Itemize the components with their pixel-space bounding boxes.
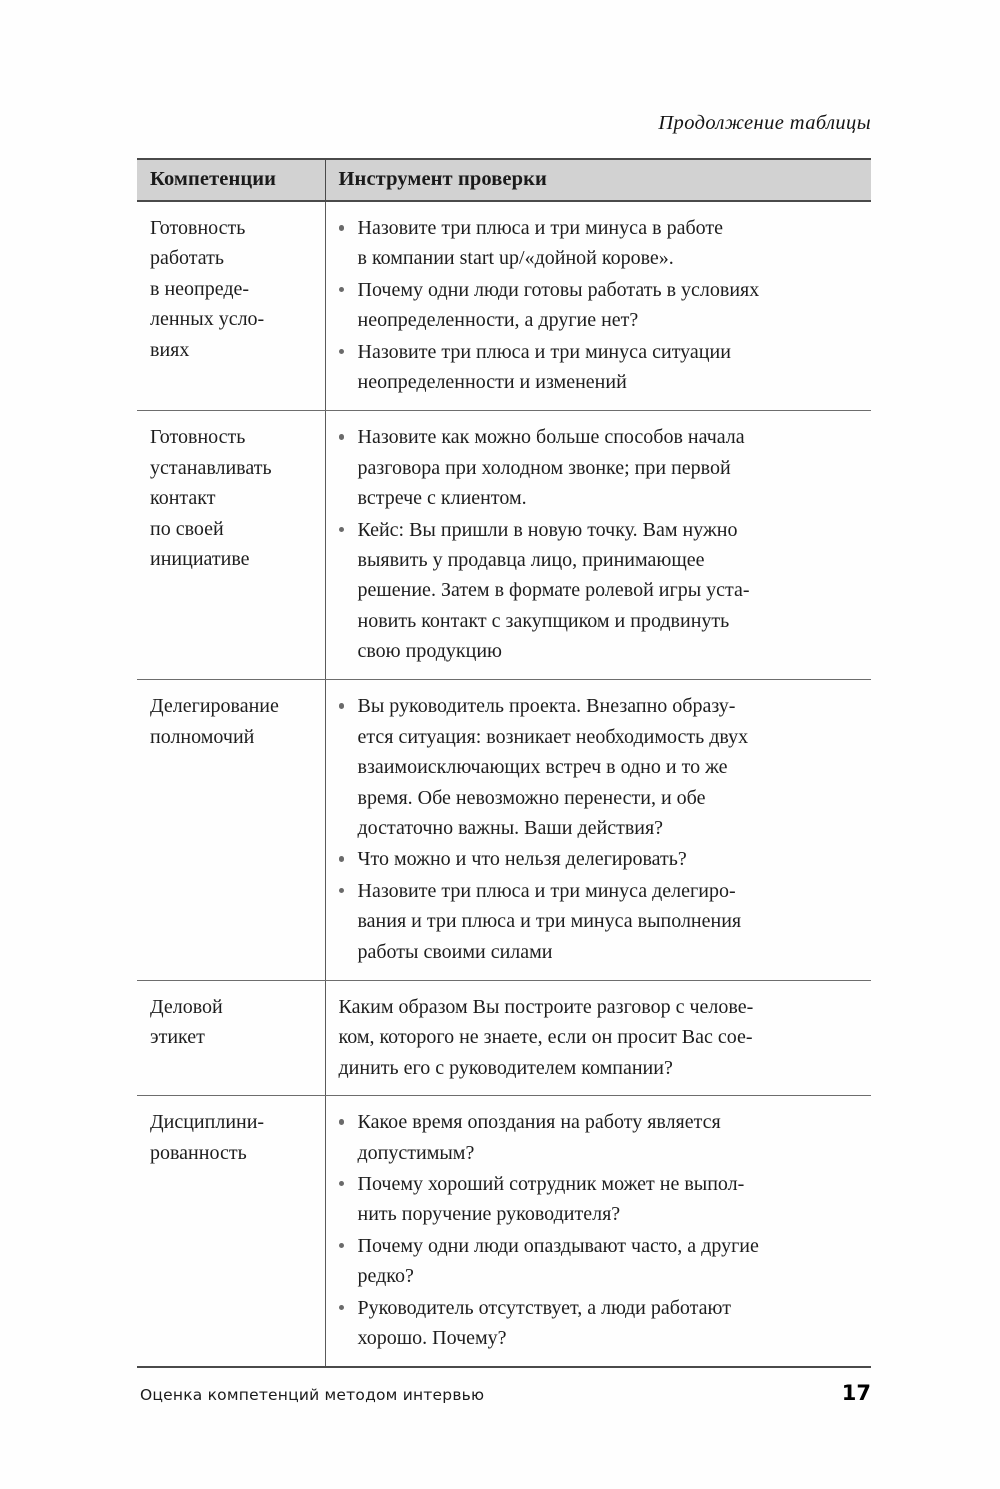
- question-line: динить его с руководителем компании?: [338, 1056, 673, 1079]
- question-list-item: [326, 422, 866, 513]
- question-list-item: [326, 1169, 866, 1230]
- question-list-item: [326, 691, 866, 843]
- competency-line: устанавливать: [150, 456, 272, 479]
- table-head: [137, 159, 871, 201]
- question-line: Руководитель отсутствует, а люди работают: [357, 1296, 731, 1319]
- competency-cell: [137, 1096, 325, 1368]
- question-line: решение. Затем в формате ролевой игры уста-: [357, 579, 750, 602]
- tool-cell: [325, 201, 871, 411]
- question-line: допустимым?: [357, 1141, 475, 1164]
- table-row: [137, 980, 871, 1095]
- question-line: редко?: [357, 1265, 414, 1288]
- competency-line: Готовность: [150, 217, 246, 239]
- competency-line: в неопреде-: [150, 277, 250, 300]
- competency-table: [137, 158, 871, 1368]
- question-line: неопределенности, а другие нет?: [357, 309, 639, 332]
- question-line: Назовите как можно больше способов начала: [357, 426, 745, 449]
- question-line: в компании start up/«дойной корове».: [357, 247, 674, 270]
- tool-cell: [325, 980, 871, 1095]
- question-list: [326, 422, 866, 666]
- competency-line: полномочий: [150, 725, 255, 748]
- running-head: Продолжение таблицы: [658, 112, 871, 134]
- footer-page-number: 17: [841, 1381, 871, 1405]
- question-line: встрече с клиентом.: [357, 487, 527, 510]
- competency-cell: [137, 411, 325, 680]
- competency-cell: [137, 201, 325, 411]
- question-line: Назовите три плюса и три минуса ситуации: [357, 340, 731, 363]
- footer-chapter-title: Оценка компетенций методом интервью: [140, 1386, 485, 1404]
- competency-line: ленных усло-: [150, 308, 265, 331]
- question-line: время. Обе невозможно перенести, и обе: [357, 786, 706, 809]
- question-list-item: [326, 275, 866, 336]
- competency-line: работать: [150, 247, 224, 270]
- competency-cell: [137, 980, 325, 1095]
- question-line: хорошо. Почему?: [357, 1326, 507, 1349]
- table-row: [137, 411, 871, 680]
- competency-cell: [137, 680, 325, 981]
- question-paragraph: [326, 992, 866, 1083]
- question-line: Назовите три плюса и три минуса в работе: [357, 217, 723, 239]
- question-line: Кейс: Вы пришли в новую точку. Вам нужно: [357, 518, 738, 541]
- question-line: Назовите три плюса и три минуса делегиро-: [357, 879, 736, 902]
- column-header-competency: Компетенции: [137, 159, 325, 201]
- table-row: [137, 1096, 871, 1368]
- question-line: Вы руководитель проекта. Внезапно образу-: [357, 695, 736, 718]
- competency-line: Делегирование: [150, 695, 279, 718]
- question-line: нить поручение руководителя?: [357, 1203, 621, 1226]
- question-line: свою продукцию: [357, 640, 502, 663]
- table-header-row: [137, 159, 871, 201]
- question-list-item: [326, 1107, 866, 1168]
- table-row: [137, 201, 871, 411]
- question-list-item: [326, 213, 866, 274]
- tool-cell: [325, 680, 871, 981]
- competency-line: инициативе: [150, 547, 250, 570]
- competency-table-wrapper: [137, 158, 871, 1368]
- competency-line: виях: [150, 338, 190, 361]
- question-line: взаимоисключающих встреч в одно и то же: [357, 756, 728, 779]
- question-list-item: [326, 844, 866, 874]
- question-line: работы своими силами: [357, 940, 553, 963]
- question-line: разговора при холодном звонке; при первой: [357, 456, 731, 479]
- question-list: [326, 691, 866, 967]
- question-line: выявить у продавца лицо, принимающее: [357, 548, 705, 571]
- page-footer: [140, 1381, 871, 1405]
- tool-cell: [325, 411, 871, 680]
- question-list: [326, 1107, 866, 1353]
- tool-cell: [325, 1096, 871, 1368]
- competency-line: этикет: [150, 1026, 205, 1049]
- column-header-tool: Инструмент проверки: [325, 159, 871, 201]
- question-line: Почему одни люди готовы работать в условиях: [357, 278, 760, 301]
- question-list-item: [326, 515, 866, 667]
- competency-line: Готовность: [150, 426, 246, 449]
- competency-line: рованность: [150, 1141, 247, 1164]
- competency-line: по своей: [150, 517, 224, 540]
- table-row: [137, 680, 871, 981]
- table-body: [137, 201, 871, 1367]
- question-line: ется ситуация: возникает необходимость двух: [357, 725, 749, 748]
- question-list-item: [326, 1231, 866, 1292]
- question-line: Почему одни люди опаздывают часто, а другие: [357, 1234, 759, 1257]
- question-line: Почему хороший сотрудник может не выпол-: [357, 1172, 745, 1195]
- question-line: новить контакт с закупщиком и продвинуть: [357, 609, 730, 632]
- question-list-item: [326, 876, 866, 967]
- competency-line: Дисциплини-: [150, 1111, 265, 1134]
- question-line: Каким образом Вы построите разговор с челове-: [338, 995, 754, 1018]
- question-line: ком, которого не знаете, если он просит Вас сое-: [338, 1026, 753, 1049]
- question-list-item: [326, 1293, 866, 1354]
- competency-line: контакт: [150, 487, 216, 510]
- question-line: вания и три плюса и три минуса выполнения: [357, 910, 742, 933]
- question-line: неопределенности и изменений: [357, 370, 627, 393]
- competency-line: Деловой: [150, 995, 223, 1018]
- question-line: Что можно и что нельзя делегировать?: [357, 848, 687, 871]
- question-list: [326, 213, 866, 397]
- question-line: Какое время опоздания на работу является: [357, 1111, 721, 1134]
- question-line: достаточно важны. Ваши действия?: [357, 817, 664, 840]
- question-list-item: [326, 337, 866, 398]
